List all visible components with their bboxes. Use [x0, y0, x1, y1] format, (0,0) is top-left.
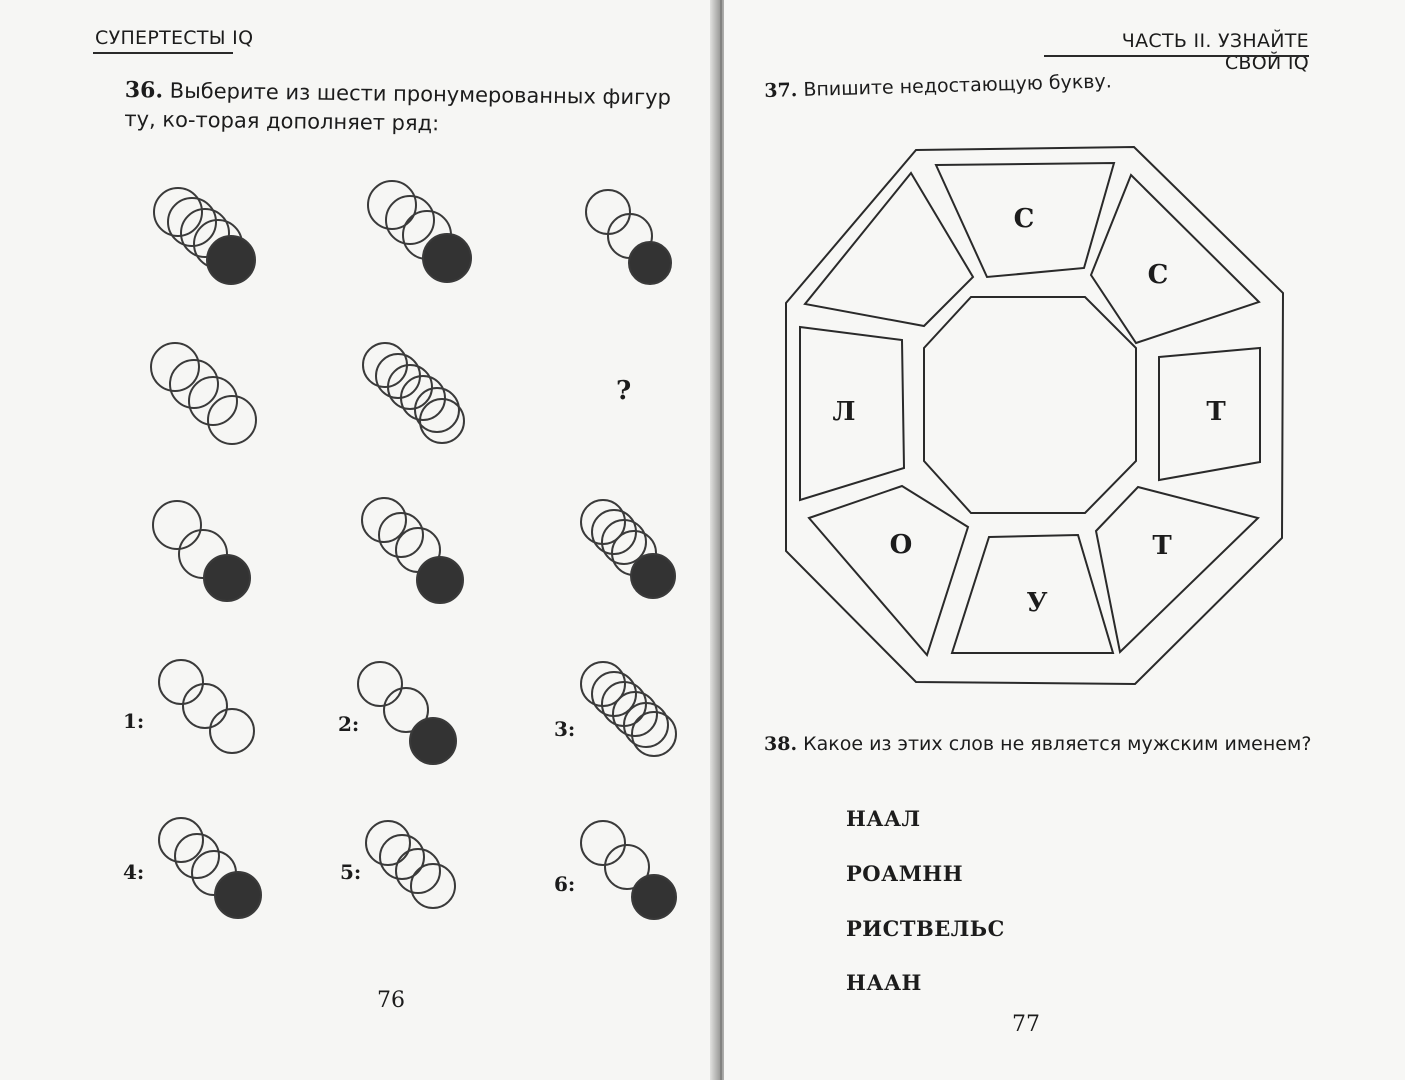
word-1: НААЛ	[846, 806, 921, 831]
right-page	[724, 0, 1405, 1080]
running-head-left: СУПЕРТЕСТЫ IQ	[95, 27, 254, 49]
question-text: Впишите недостающую букву.	[803, 70, 1113, 101]
option-6-figure	[581, 821, 676, 919]
octagon-letter: У	[1026, 588, 1048, 618]
word-3: РИСТВЕЛЬС	[846, 916, 1005, 941]
page-number-right: 77	[1012, 1012, 1040, 1037]
option-4-label: 4:	[123, 860, 145, 884]
question-text: Выберите из шести пронумерованных фигур ту, ко-торая дополняет ряд:	[124, 78, 672, 136]
octagon-letter: О	[889, 530, 913, 560]
octagon-letter: С	[1147, 260, 1169, 290]
option-1-figure	[159, 660, 254, 753]
page-number-left: 76	[377, 988, 405, 1013]
figure-r1c2	[368, 181, 471, 282]
running-head-right: ЧАСТЬ II. УЗНАЙТЕ СВОЙ IQ	[1121, 30, 1309, 74]
figure-r1c3	[586, 190, 671, 284]
puzzle-figures	[151, 181, 676, 919]
word-4: НААН	[846, 970, 922, 995]
figure-r2c2	[363, 343, 464, 443]
segment-bottom-left	[809, 486, 968, 655]
figure-r3c3	[581, 500, 675, 598]
figure-r1c1	[154, 188, 255, 284]
missing-figure-mark: ?	[616, 376, 632, 406]
question-number: 37.	[764, 79, 798, 102]
octagon-letter: Т	[1206, 397, 1226, 427]
option-3-label: 3:	[554, 717, 576, 741]
octagon-letter: Т	[1152, 531, 1172, 561]
octagon-letter: С	[1013, 204, 1035, 234]
option-2-label: 2:	[338, 712, 360, 736]
option-1-label: 1:	[123, 709, 145, 733]
octagon-puzzle	[724, 0, 1405, 1080]
option-4-figure	[159, 818, 261, 918]
option-5-figure	[366, 821, 455, 908]
segment-bottom-right	[1096, 487, 1258, 652]
question-38	[764, 733, 1311, 755]
figure-r3c2	[362, 498, 463, 603]
option-5-label: 5:	[340, 860, 362, 884]
option-6-label: 6:	[554, 872, 576, 896]
inner-octagon	[924, 297, 1136, 513]
segment-top-right	[1091, 175, 1259, 343]
question-text: Какое из этих слов не является мужским именем?	[803, 733, 1312, 755]
question-number: 36.	[124, 76, 164, 104]
question-number: 38.	[764, 733, 798, 755]
option-2-figure	[358, 662, 456, 764]
option-3-figure	[581, 662, 676, 756]
figure-r2c1	[151, 343, 256, 444]
octagon-letter: Л	[832, 397, 856, 427]
word-2: РОАМНН	[846, 861, 964, 886]
figure-r3c1	[153, 501, 250, 601]
